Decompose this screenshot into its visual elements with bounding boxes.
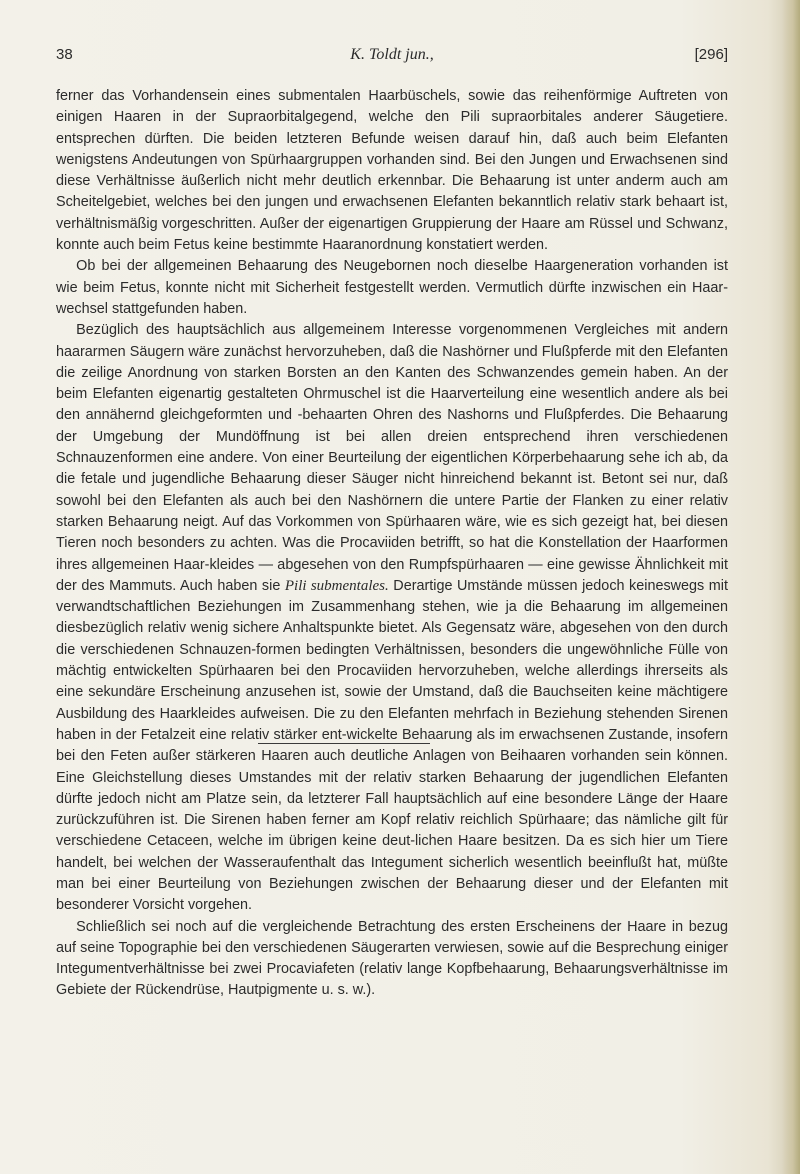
paragraph bbox=[56, 320, 728, 916]
paragraph-text: Schließlich sei noch auf die vergleichende Betrachtung des ersten Erscheinens der Haare in bezug auf seine Topographie bei den verschiedenen Säugerarten verwiesen, sowie auf die Besprechung einiger Integumentverhältnisse bei zwei Procaviafeten (relativ lange Kopfbehaarung, Behaarungsverhältnisse im Gebiete der Rückendrüse, Hautpigmente u. s. w.). bbox=[56, 918, 728, 999]
end-rule bbox=[258, 743, 430, 744]
running-head bbox=[56, 46, 728, 68]
page-number: 38 bbox=[56, 46, 73, 63]
paragraph-text: ferner das Vorhandensein eines submentalen Haarbüschels, sowie das reihenförmige Auftreten von einigen Haaren in der Supraorbitalgegend, welche den Pili supraorbitales anderer Säugetiere. entsprechen dürften. Die beiden letzteren Befunde weisen darauf hin, daß auch beim Elefanten wenigstens Andeutungen von Spürhaargruppen vorhanden sind. Bei den Jungen und Erwachsenen sind diese Verhältnisse äußerlich nicht mehr deutlich erkennbar. Die Behaarung ist unter anderm auch am Scheitelgebiet, welches bei den jungen und erwachsenen Elefanten bekanntlich relativ stark behaart ist, verhältnismäßig vorgeschritten. Außer der eigenartigen Gruppierung der Haare am Rüssel und Schwanz, konnte auch beim Fetus keine bestimmte Haaranordnung konstatiert werden. bbox=[56, 88, 728, 254]
paragraph bbox=[56, 917, 728, 1002]
paragraph-text: Derartige Umstände müssen jedoch keineswegs mit verwandtschaftlichen Beziehungen im Zusammenhang stehen, wie ja die Behaarung im allgemeinen diesbezüglich relativ wenig sichere Anhaltspunkte bietet. Als Gegensatz wäre, abgesehen von den durch die verschiedenen Schnauzen-formen bedingten Verhältnissen, besonders die ungewöhnliche Fülle von mächtig entwickelten Spürhaaren bei den Procaviiden hervorzuheben, welche allerdings ihrerseits als eine sekundäre Erscheinung anzusehen ist, sowie der Umstand, daß die Bauchseiten keine mächtigere Ausbildung des Haarkleides aufweisen. Die zu den Elefanten mehrfach in Beziehung stehenden Sirenen haben in der Fetalzeit eine relativ stärker ent-wickelte Behaarung als im erwachsenen Zustande, insofern bei den Feten außer stärkeren Haaren auch deutliche Anlagen von Beihaaren vorhanden sein können. Eine Gleichstellung dieses Umstandes mit der relativ starken Behaarung der jugendlichen Elefanten dürfte jedoch nicht am Platze sein, da letzterer Fall hauptsächlich auf eine besondere Länge der Haare zurückzuführen ist. Die Sirenen haben ferner am Kopf relativ reichlich Spürhaare; das nämliche gilt für verschiedene Cetaceen, welche im übrigen keine deut-lichen Haare besitzen. Da es sich hier um Tiere handelt, bei welchen der Wasseraufenthalt das Integument sicherlich wesentlich beeinflußt hat, müßte man bei einer Beurteilung von Beziehungen zwischen der Behaarung dieser und der Elefanten mit besonderer Vorsicht vorgehen. bbox=[56, 577, 728, 914]
paragraph-text: Bezüglich des hauptsächlich aus allgemeinem Interesse vorgenommenen Vergleiches mit andern haararmen Säugern wäre zunächst hervorzuheben, daß die Nashörner und Flußpferde mit den Elefanten die zeilige Anordnung von starken Borsten an den Kanten des Schwanzendes gemein haben. An der beim Elefanten eigenartig gestalteten Ohrmuschel ist die Haarverteilung eine wesentlich andere als bei den annähernd gleichgeformten und -behaarten Ohren des Nashorns und Flußpferdes. Die Behaarung der Umgebung der Mundöffnung ist bei allen dreien entsprechend ihren verschiedenen Schnauzenformen eine andere. Von einer Beurteilung der eigentlichen Körperbehaarung sehe ich ab, da die fetale und jugendliche Behaarung dieser Säuger nicht hinreichend bekannt ist. Betont sei nur, daß sowohl bei den Elefanten als auch bei den Nashörnern die untere Partie der Flanken zu einer relativ starken Behaarung neigt. Auf das Vorkommen von Spürhaaren wäre, wie es sich gezeigt hat, bei diesen Tieren noch besonders zu achten. Was die Procaviiden betrifft, so hat die Konstellation der Haarformen ihres allgemeinen Haar-kleides — abgesehen von den Rumpfspürhaaren — eine gewisse Ähnlichkeit mit der des Mammuts. Auch haben sie bbox=[56, 322, 728, 594]
original-page-number: [296] bbox=[694, 46, 728, 63]
body-text bbox=[56, 86, 728, 1002]
paragraph-text: Ob bei der allgemeinen Behaarung des Neugebornen noch dieselbe Haargeneration vorhanden ist wie beim Fetus, konnte nicht mit Sicherheit festgestellt werden. Vermutlich dürfte inzwischen ein Haar-wechsel stattgefunden haben. bbox=[56, 258, 728, 317]
paragraph bbox=[56, 86, 728, 256]
page-edge-shadow bbox=[782, 0, 800, 1174]
running-head-author: K. Toldt jun., bbox=[350, 46, 434, 63]
italic-term: Pili submentales. bbox=[284, 577, 389, 594]
paragraph bbox=[56, 256, 728, 320]
